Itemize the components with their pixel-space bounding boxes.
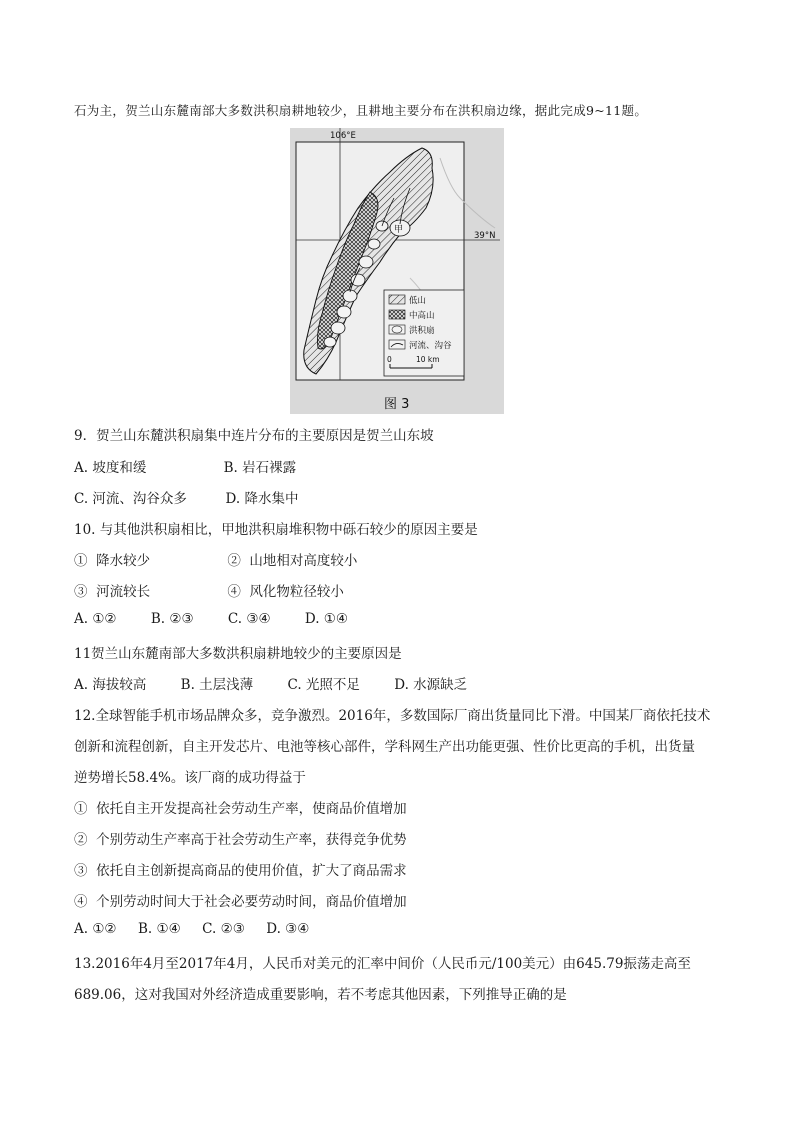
q11-options: A. 海拔较高 B. 土层浅薄 C. 光照不足 D. 水源缺乏 xyxy=(74,677,468,693)
map-legend xyxy=(384,290,464,376)
scale-start: 0 xyxy=(387,355,392,364)
q12-stem-line1: 12.全球智能手机市场品牌众多，竞争激烈。2016年，多数国际厂商出货量同比下滑。中国某厂商依托技术 xyxy=(74,708,711,724)
legend-low-mountain: 低山 xyxy=(409,296,427,306)
marker-label: 甲 xyxy=(394,225,404,235)
q9-options-row2: C. 河流、沟谷众多 D. 降水集中 xyxy=(74,491,299,507)
q12-stem-line2: 创新和流程创新，自主开发芯片、电池等核心部件，学科网生产出功能更强、性价比更高的手机，出货量 xyxy=(74,739,695,755)
legend-river-valley: 河流、沟谷 xyxy=(409,341,452,351)
q12-item1: ① 依托自主开发提高社会劳动生产率，使商品价值增加 xyxy=(74,801,407,817)
q12-item3: ③ 依托自主创新提高商品的使用价值，扩大了商品需求 xyxy=(74,863,407,879)
q10-items-row2: ③ 河流较长 ④ 风化物粒径较小 xyxy=(74,584,344,600)
q10-items-row1: ① 降水较少 ② 山地相对高度较小 xyxy=(74,553,358,569)
q10-stem: 10. 与其他洪积扇相比，甲地洪积扇堆积物中砾石较少的原因主要是 xyxy=(74,522,478,538)
q12-options: A. ①② B. ①④ C. ②③ D. ③④ xyxy=(74,921,310,937)
q9-stem: 9．贺兰山东麓洪积扇集中连片分布的主要原因是贺兰山东坡 xyxy=(74,428,434,444)
q10-options: A. ①② B. ②③ C. ③④ D. ①④ xyxy=(74,611,349,627)
figure-caption: 图 3 xyxy=(384,397,410,412)
q12-stem-line3: 逆势增长58.4%。该厂商的成功得益于 xyxy=(74,770,306,786)
lon-label: 106°E xyxy=(330,131,356,141)
intro-text: 石为主，贺兰山东麓南部大多数洪积扇耕地较少，且耕地主要分布在洪积扇边缘，据此完成9~11题。 xyxy=(74,103,648,118)
q11-stem: 11贺兰山东麓南部大多数洪积扇耕地较少的主要原因是 xyxy=(74,646,402,662)
q12-item2: ② 个别劳动生产率高于社会劳动生产率，获得竞争优势 xyxy=(74,832,407,848)
q12-item4: ④ 个别劳动时间大于社会必要劳动时间，商品价值增加 xyxy=(74,894,407,910)
map-figure xyxy=(290,128,504,414)
q9-options-row1: A. 坡度和缓 B. 岩石裸露 xyxy=(74,460,297,476)
q13-stem-line1: 13.2016年4月至2017年4月，人民币对美元的汇率中间价（人民币元/100美元）由645.79振荡走高至 xyxy=(74,956,691,972)
q13-stem-line2: 689.06，这对我国对外经济造成重要影响，若不考虑其他因素，下列推导正确的是 xyxy=(74,987,567,1003)
legend-alluvial-fan: 洪积扇 xyxy=(409,326,435,336)
scale-end: 10 km xyxy=(416,355,440,364)
legend-mid-high-mountain: 中高山 xyxy=(409,311,435,321)
lat-label: 39°N xyxy=(474,231,496,241)
map-svg xyxy=(290,128,504,414)
